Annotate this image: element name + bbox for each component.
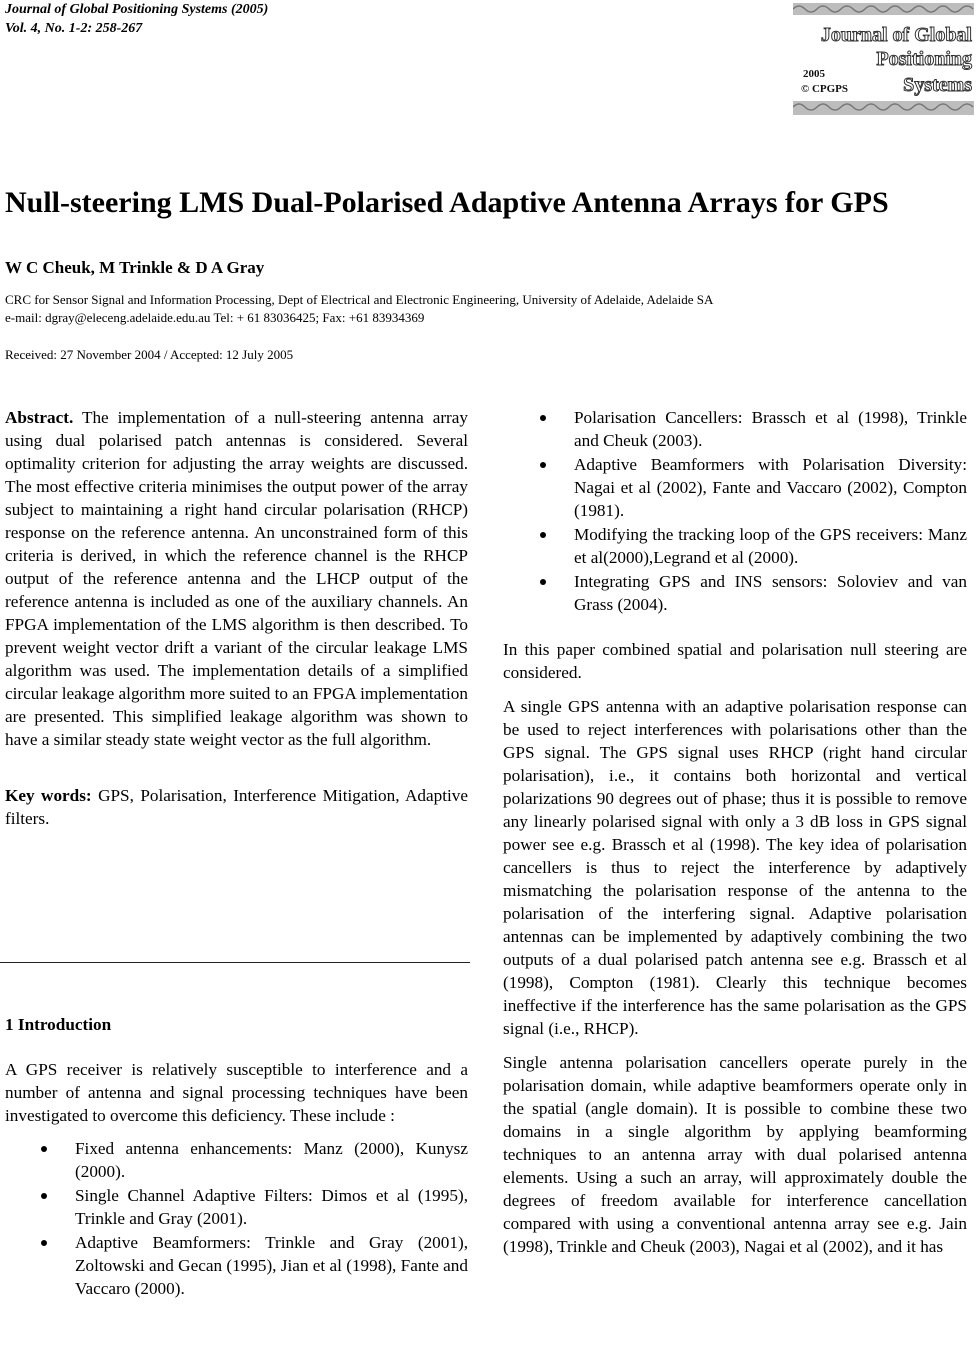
journal-volume: Vol. 4, No. 1-2: 258-267	[5, 21, 143, 36]
journal-logo	[793, 3, 974, 115]
introduction-body	[5, 1058, 468, 1301]
list-item-text: Integrating GPS and INS sensors: Soloviev and van Grass (2004).	[574, 572, 967, 614]
list-item-text: Modifying the tracking loop of the GPS receivers: Manz et al(2000),Legrand et al (2000).	[574, 525, 967, 567]
logo-copyright: © CPGPS	[801, 83, 849, 95]
list-item	[503, 406, 967, 452]
list-item	[5, 1137, 468, 1183]
logo-year: 2005	[803, 68, 825, 80]
list-item	[503, 570, 967, 616]
keywords	[5, 784, 468, 830]
keywords-label: Key words:	[5, 786, 92, 805]
authors: W C Cheuk, M Trinkle & D A Gray	[5, 258, 265, 277]
affiliation: CRC for Sensor Signal and Information Processing, Dept of Electrical and Electronic Engineering, University of Adelaide, Adelaide SA	[5, 292, 714, 307]
bullet-icon	[41, 1193, 47, 1199]
paper-title: Null-steering LMS Dual-Polarised Adaptive Antenna Arrays for GPS	[5, 186, 889, 219]
list-item	[503, 453, 967, 522]
list-item-text: Fixed antenna enhancements: Manz (2000), Kunysz (2000).	[75, 1139, 468, 1181]
bullet-icon	[540, 462, 546, 468]
bullet-icon	[540, 415, 546, 421]
list-item	[5, 1184, 468, 1230]
bullet-icon	[41, 1146, 47, 1152]
affiliation-block	[5, 291, 973, 327]
logo-title-line1: Journal of Global	[820, 24, 972, 46]
section-divider	[0, 962, 470, 963]
logo-title-line2: Positioning	[876, 48, 972, 70]
body-paragraph: In this paper combined spatial and polarisation null steering are considered.	[503, 640, 967, 682]
received-date: Received: 27 November 2004 / Accepted: 12 July 2005	[5, 347, 294, 362]
intro-paragraph: A GPS receiver is relatively susceptible to interference and a number of antenna and signal processing techniques have been investigated to overcome this deficiency. These include :	[5, 1060, 468, 1125]
keywords-text: GPS, Polarisation, Interference Mitigation, Adaptive filters.	[5, 786, 468, 828]
abstract-label: Abstract.	[5, 408, 74, 427]
right-column	[503, 406, 967, 1258]
list-item	[503, 523, 967, 569]
logo-title-line3: Systems	[903, 74, 972, 96]
list-item-text: Adaptive Beamformers with Polarisation Diversity: Nagai et al (2002), Fante and Vaccaro (2002), Compton (1981).	[574, 455, 967, 520]
intro-bullet-list	[5, 1137, 468, 1300]
bullet-icon	[41, 1240, 47, 1246]
journal-reference	[5, 0, 268, 38]
contact-info: e-mail: dgray@eleceng.adelaide.edu.au Tel: + 61 83036425; Fax: +61 83934369	[5, 310, 425, 325]
list-item-text: Single Channel Adaptive Filters: Dimos et al (1995), Trinkle and Gray (2001).	[75, 1186, 468, 1228]
right-bullet-list	[503, 406, 967, 616]
section-heading-introduction: 1 Introduction	[5, 1015, 112, 1034]
journal-logo-graphic	[793, 3, 974, 115]
body-paragraph: A single GPS antenna with an adaptive polarisation response can be used to reject interferences with polarisations other than the GPS signal. The GPS signal uses RHCP (right hand circular polarisation), i.e., it contains both horizontal and vertical polarizations 90 degrees out of phase; thus it is possible to remove any linearly polarised signal with only a 3 dB loss in GPS signal power see e.g. Brassch et al (1998). The key idea of polarisation cancellers is thus to reject the interference by adaptively mismatching the polarisation response of the antenna to the polarisation of the interfering signal. Adaptive polarisation antennas can be implemented by adaptively combining the two outputs of a dual polarised patch antenna see e.g. Brassch et al (1998), Compton (1981). Clearly this technique becomes ineffective if the interference has the same polarisation as the GPS signal (i.e., RHCP).	[503, 697, 967, 1038]
list-item	[5, 1231, 468, 1300]
bullet-icon	[540, 579, 546, 585]
list-item-text: Adaptive Beamformers: Trinkle and Gray (2001), Zoltowski and Gecan (1995), Jian et al (1998), Fante and Vaccaro (2000).	[75, 1233, 468, 1298]
list-item-text: Polarisation Cancellers: Brassch et al (1998), Trinkle and Cheuk (2003).	[574, 408, 967, 450]
journal-citation: Journal of Global Positioning Systems (2005)	[5, 2, 269, 17]
left-column	[5, 406, 468, 830]
body-paragraph: Single antenna polarisation cancellers operate purely in the polarisation domain, while adaptive beamformers operate only in the spatial (angle domain). It is possible to combine these two domains in a single algorithm by applying beamforming techniques to an antenna array with dual polarised antenna elements. Using a such an array, will approximately double the degrees of freedom available for interference cancellation compared with using a conventional antenna array see e.g. Jain (1998), Trinkle and Cheuk (2003), Nagai et al (2002), and it has	[503, 1053, 967, 1256]
abstract	[5, 406, 468, 751]
bullet-icon	[540, 532, 546, 538]
abstract-text: The implementation of a null-steering antenna array using dual polarised patch antennas is considered. Several optimality criterion for adjusting the array weights are discussed. The most effective criteria minimises the output power of the array subject to maintaining a right hand circular polarisation (RHCP) response on the reference antenna. An unconstrained form of this criteria is derived, in which the reference channel is the RHCP output of the reference antenna and the LHCP output of the reference antenna is included as one of the auxiliary channels. An FPGA implementation of the LMS algorithm is then described. To prevent weight vector drift a variant of the circular leakage LMS algorithm was used. The implementation details of a simplified circular leakage algorithm more suited to an FPGA implementation are presented. This simplified leakage algorithm was shown to have a similar steady state weight vector as the full algorithm.	[5, 408, 468, 749]
